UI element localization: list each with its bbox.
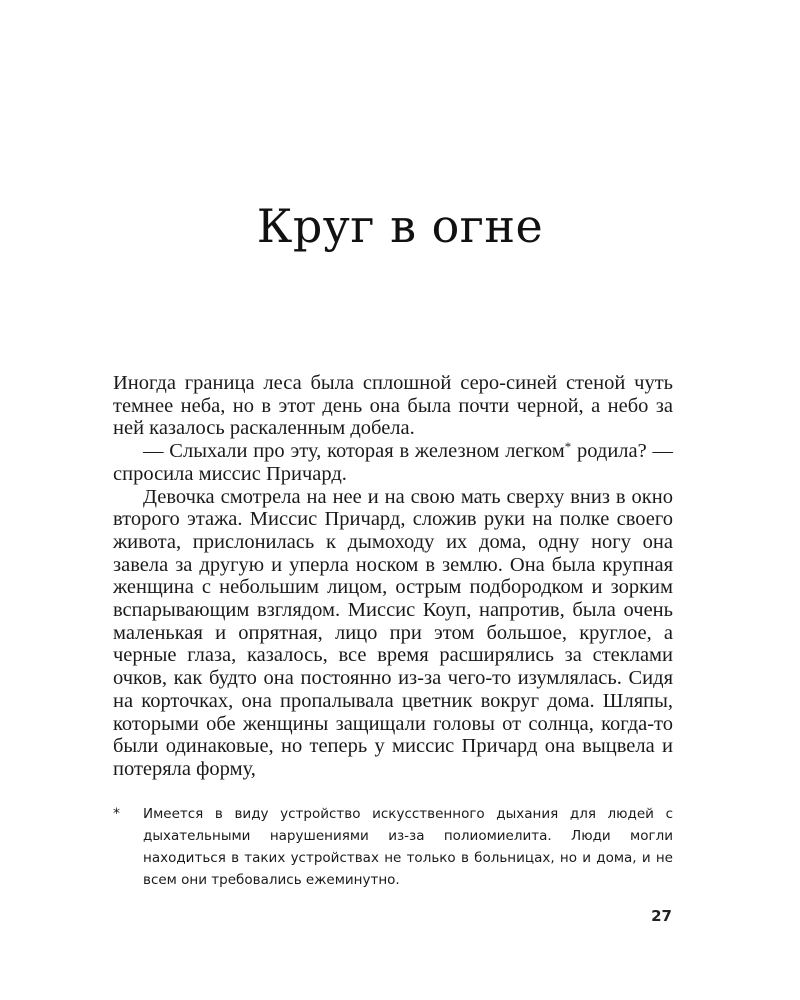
paragraph-3: Девочка смотрела на нее и на свою мать сверху вниз в окно второго этажа. Миссис Причард, сложив руки на полке своего живота, прислонилась к дымоходу их дома, одну ногу она завела за другую и уперла носком в землю. Она была крупная женщина с небольшим лицом, острым подбородком и зорким вспарывающим взглядом. Миссис Коуп, напротив, была очень маленькая и опрятная, лицо при этом большое, круглое, а черные глаза, казалось, все время расширялись за стеклами очков, как будто она постоянно из-за чего-то изумлялась. Сидя на корточках, она пропалывала цветник вокруг дома. Шляпы, которыми обе женщины защищали головы от солнца, когда-то были одинаковые, но теперь у миссис Причард она выцвела и потеряла форму, [113,485,673,780]
footnote-text: Имеется в виду устройство искусственного дыхания для людей с дыхательными нарушениями из-за полиомиелита. Люди могли находиться в таких устройствах не только в больницах, но и дома, и не всем они требовались ежеминутно. [143,806,673,888]
paragraph-1: Иногда граница леса была сплошной серо-синей стеной чуть темнее неба, но в этот день она была почти черной, а небо за ней казалось раскаленным добела. [113,372,673,440]
footnote-symbol: * [113,806,120,822]
chapter-title: Круг в огне [256,199,544,253]
page-number: 27 [651,907,672,925]
paragraph-2-text-a: — Слыхали про эту, которая в железном легком [143,440,565,463]
footnote [113,803,673,891]
footnote-reference-mark: * [564,439,572,455]
paragraph-2-text-b: родила? — спросила миссис Причард. [113,440,673,485]
body-text [113,372,673,781]
paragraph-2 [113,440,673,485]
